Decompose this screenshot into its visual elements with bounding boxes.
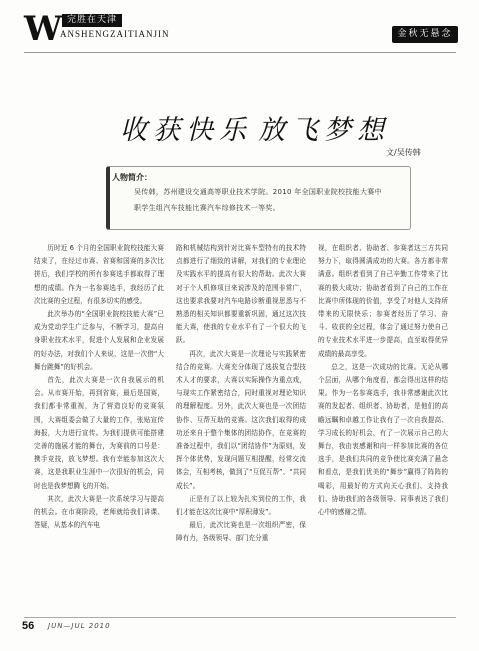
section-tag: 金秋无悬念	[392, 26, 458, 43]
article-paragraph: 首先，此次大赛是一次自我展示的机会。从市赛开始，再到省赛，最后是国赛，我们都非常重视，为了营造良好的竞赛氛围，大赛组委会做了大量的工作，张贴宣传海报，大力进行宣传。为我们提供可能搭建完善的施展才能的舞台，为赛前的口号是：携手竞技，放飞梦想。我有幸能参加这次大赛，这是我职业生涯中一次很好的机会，同时也是我梦想腾飞的开始。	[34, 376, 164, 490]
footer-divider	[24, 617, 456, 618]
article-paragraph: 再次，此次大赛是一次理论与实践紧密结合的竞赛。大赛充分体现了选拔复合型技术人才的要求，大赛以实际操作为重点戏，与现实工作紧密结合，同时重视对理论知识的理解程度。另外，此次大赛也是一次团结协作、互帮互助的竞赛。这次我们取得的成功还来自于整个集体的团结协作，在竞赛的准备过程中，我们以“团结协作”为原则，发挥个体优势，发现问题互相提醒，经常交流体会，互相考核，做到了“互促互帮”、“共同成长”。	[176, 349, 306, 490]
profile-heading: 人物简介：	[112, 173, 152, 182]
article-paragraph: 最后，此次比赛也是一次组织严密，保障有力，各级领导、部门充分重	[176, 521, 306, 543]
article-column-1	[34, 242, 164, 602]
header-divider	[24, 52, 456, 53]
article-paragraph: 正是有了以上较为扎实到位的工作，我们才能在这次比赛中“厚积薄发”。	[176, 494, 306, 517]
issue-date: JUN—JUL 2010	[48, 622, 111, 630]
page-number: 56	[22, 620, 35, 632]
profile-line: 职学生组汽车技能比赛汽车综修技术一等奖。	[134, 204, 280, 212]
column-pinyin: ANSHENGZAITIANJIN	[60, 29, 170, 39]
magazine-logo-letter: W	[24, 9, 63, 49]
article-column-3	[318, 242, 448, 602]
article-byline: 文/吴传韩	[386, 148, 421, 157]
article-paragraph: 路和机械结构到针对比赛车型特有的技术特点都进行了细致的讲解，对我们的专业理论及实践水平的提高有很大的帮助。此次大赛对于个人机修项目来说涉及的范围非常广，这也要求我要对汽车电路诊断重视思悉与不熟悉的相关知识都要重新巩固，通过这次技能大赛，使我的专业水平有了一个很大的飞跃。	[176, 244, 306, 345]
article-title-right: 放飞梦想	[258, 115, 390, 146]
article-paragraph: 其次，此次大赛是一次系统学习与提高的机会。在市赛阶段，老师就给我们讲课、答疑，从基本的汽车电	[34, 494, 164, 530]
article-paragraph: 历时近 6 个月的全国职业院校技能大赛结束了，在经过市赛、省赛和国赛的多次比拼后，我们学校的所有参赛选手都取得了理想的成绩。作为一名参赛选手，我经历了此次比赛的全过程，有很多切实的感受。	[34, 244, 164, 305]
article-paragraph: 此次举办的“全国职业院校技能大赛”已成为党动学生广泛参与，不断学习，提高自身职业技术水平，促进个人发展和企业发展的好办法，对我们个人来说，这是一次借“大舞台跳舞”的好机会。	[34, 310, 164, 371]
profile-line: 吴传韩，苏州建设交通高等职业技术学院。2010 年全国职业院校技能大赛中	[134, 188, 382, 196]
article-title-left: 收获快乐	[120, 115, 252, 146]
column-badge: 完胜在天津	[62, 14, 122, 27]
article-paragraph: 视，在组织者、协助者、参赛者这三方共同努力下，取得圆满成功的大赛。各方都非常满意。组织者看到了自己辛勤工作带来了比赛的极大成功；协助者看到了自己的工作在比赛中所体现的价值，享受了对他人支持所带来的无限快乐；参赛者经历了学习、奋斗、收获的全过程，体会了通过努力使自己的专业技术水平进一步提高，直至取得优异成绩的最高享受。	[318, 244, 448, 358]
article-column-2	[176, 242, 306, 602]
article-paragraph: 总之，这是一次成功的比赛。无论从哪个层面，从哪个角度看，都会得出这样的结果。作为一名参赛选手，我非常感谢此次比赛的发起者、组织者、协助者，是他们的高瞻远瞩和卓越工作让我有了一次自我提高、学习成长的好机会，有了一次展示自己的大舞台，我由衷感谢和向一样参加比赛的各位选手，是我们共同的竞争使比赛充满了悬念和看点，是我们优美的“舞步”赢得了阵阵的喝彩，用最好的方式向关心我们、支持我们、协助我们的各级领导、同事表达了我们心中的感谢之情。	[318, 362, 448, 517]
